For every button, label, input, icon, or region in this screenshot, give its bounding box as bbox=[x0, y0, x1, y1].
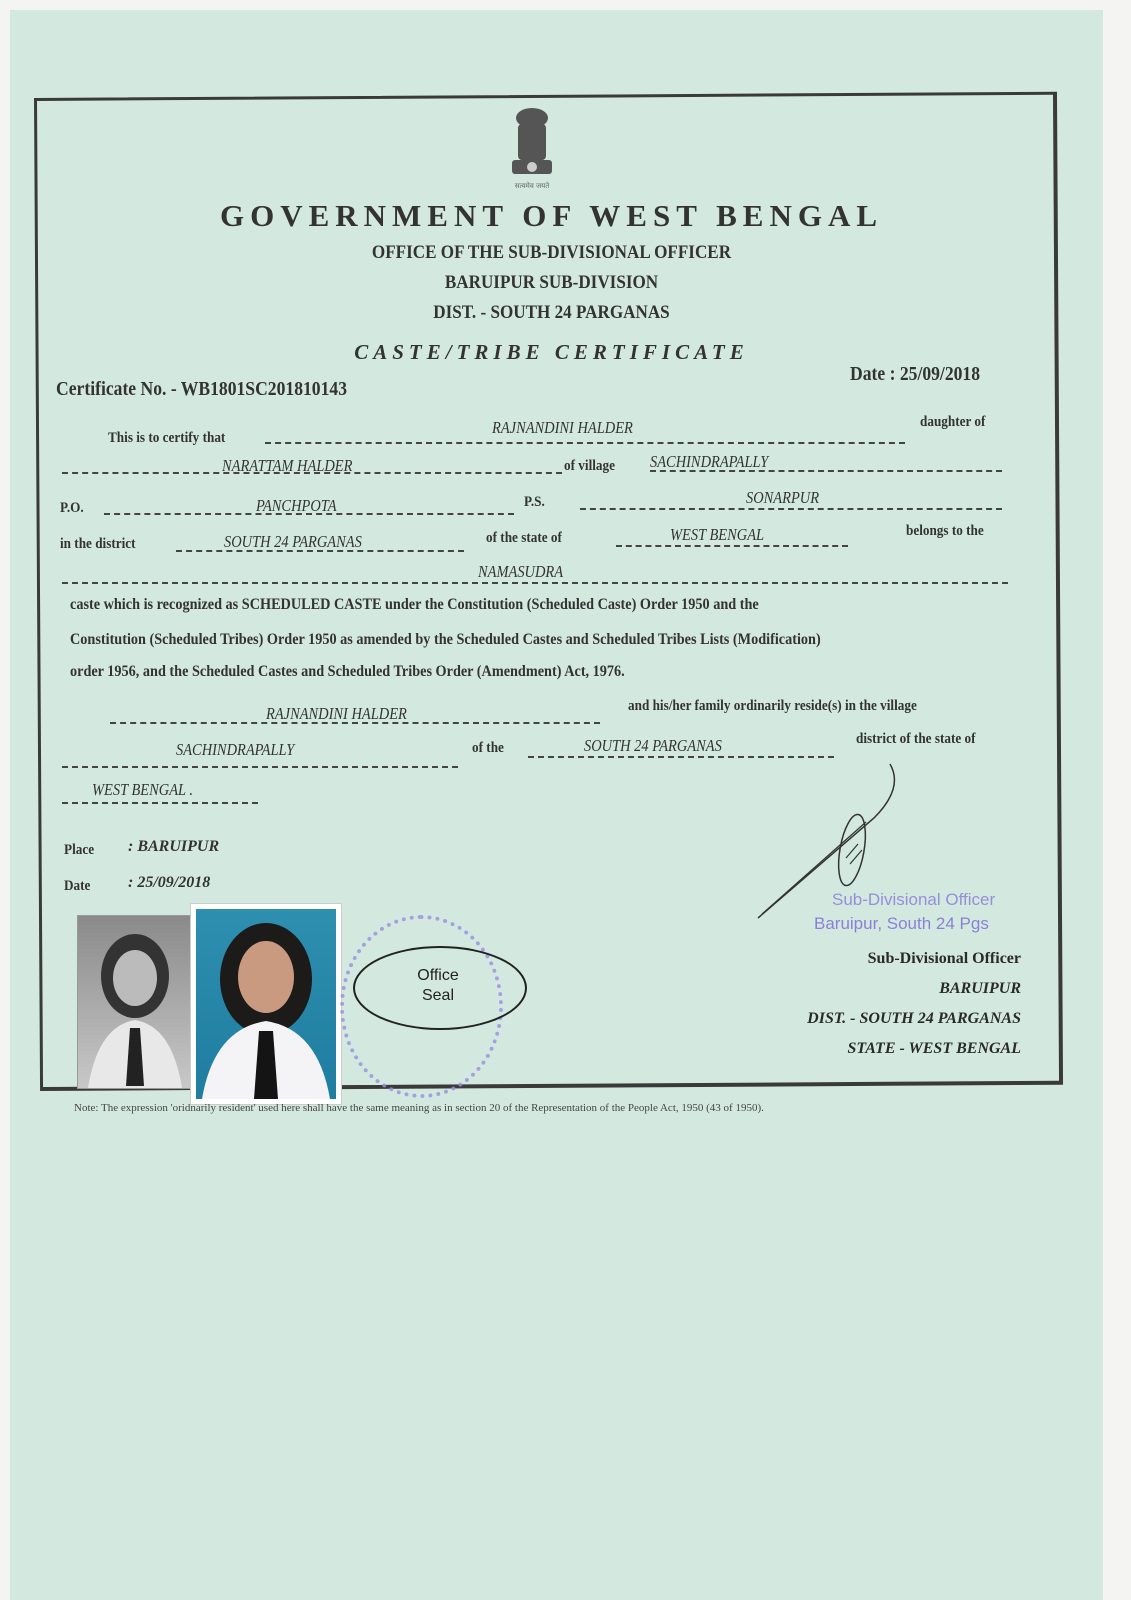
residence-state-underline bbox=[62, 802, 258, 804]
seal-text-seal: Seal bbox=[421, 987, 455, 1004]
village-value: SACHINDRAPALLY bbox=[650, 452, 769, 471]
ps-value: SONARPUR bbox=[746, 488, 820, 507]
signer-district: DIST. - SOUTH 24 PARGANAS bbox=[807, 1010, 1021, 1027]
reside-label: and his/her family ordinarily reside(s) in the village bbox=[628, 698, 917, 714]
applicant-photo bbox=[190, 903, 342, 1105]
place-label: Place bbox=[64, 842, 95, 858]
caste-value: NAMASUDRA bbox=[478, 562, 564, 581]
district-value: SOUTH 24 PARGANAS bbox=[224, 532, 362, 551]
belongs-label: belongs to the bbox=[906, 523, 984, 539]
certificate-page bbox=[10, 10, 1103, 1600]
footnote: Note: The expression 'oridnarily resident' used here shall have the same meaning as in section 20 of the Representation of the People Act, 1950 (43 of 1950). bbox=[74, 1102, 764, 1114]
residence-village-underline bbox=[62, 766, 458, 768]
ps-label: P.S. bbox=[524, 494, 545, 510]
certify-label: This is to certify that bbox=[108, 430, 226, 446]
stamp-text-line-2: Baruipur, South 24 Pgs bbox=[814, 914, 989, 933]
state-label: of the state of bbox=[486, 530, 562, 546]
district-of-state-label: district of the state of bbox=[856, 731, 976, 747]
date-value: : 25/09/2018 bbox=[128, 874, 211, 891]
body-line-3: order 1956, and the Scheduled Castes and Scheduled Tribes Order (Amendment) Act, 1976. bbox=[70, 663, 625, 680]
subdivision-title: BARUIPUR SUB-DIVISION bbox=[444, 272, 659, 293]
caste-underline bbox=[62, 582, 1008, 584]
village-label: of village bbox=[564, 458, 615, 474]
signer-title: Sub-Divisional Officer bbox=[867, 950, 1021, 967]
applicant-photo-bw bbox=[77, 915, 193, 1089]
certificate-title: CASTE/TRIBE CERTIFICATE bbox=[354, 340, 749, 364]
office-title: OFFICE OF THE SUB-DIVISIONAL OFFICER bbox=[371, 242, 732, 263]
signer-state: STATE - WEST BENGAL bbox=[847, 1040, 1021, 1057]
residence-district: SOUTH 24 PARGANAS bbox=[584, 736, 722, 755]
body-line-1: caste which is recognized as SCHEDULED CASTE under the Constitution (Scheduled Caste) Order 1950 and the bbox=[70, 596, 759, 613]
state-underline bbox=[616, 545, 848, 547]
certificate-number: Certificate No. - WB1801SC201810143 bbox=[56, 378, 348, 400]
district-title: DIST. - SOUTH 24 PARGANAS bbox=[433, 302, 670, 323]
of-the-label: of the bbox=[472, 740, 504, 756]
residence-state: WEST BENGAL . bbox=[92, 780, 194, 799]
emblem-caption: सत्यमेव जयते bbox=[514, 182, 550, 190]
certificate-date: Date : 25/09/2018 bbox=[850, 363, 981, 385]
office-seal-label bbox=[410, 966, 466, 1006]
seal-text-office: Office bbox=[417, 967, 459, 984]
date-label: Date bbox=[64, 878, 91, 894]
state-value: WEST BENGAL bbox=[670, 525, 765, 544]
name-underline bbox=[265, 442, 905, 444]
relation-label: daughter of bbox=[920, 414, 986, 430]
signer-place: BARUIPUR bbox=[939, 980, 1021, 997]
ps-underline bbox=[580, 508, 1002, 510]
stamp-text-line-1: Sub-Divisional Officer bbox=[832, 890, 996, 909]
residence-name: RAJNANDINI HALDER bbox=[266, 704, 407, 723]
residence-village: SACHINDRAPALLY bbox=[176, 740, 295, 759]
parent-name: NARATTAM HALDER bbox=[222, 456, 353, 475]
national-emblem-icon bbox=[502, 104, 562, 194]
body-line-2: Constitution (Scheduled Tribes) Order 1950 as amended by the Scheduled Castes and Scheduled Tribes Lists (Modification) bbox=[70, 631, 821, 648]
government-title: GOVERNMENT OF WEST BENGAL bbox=[219, 198, 884, 233]
po-value: PANCHPOTA bbox=[256, 496, 337, 515]
po-label: P.O. bbox=[60, 500, 84, 516]
district-label: in the district bbox=[60, 536, 136, 552]
place-value: : BARUIPUR bbox=[128, 838, 220, 855]
applicant-name: RAJNANDINI HALDER bbox=[492, 418, 633, 437]
